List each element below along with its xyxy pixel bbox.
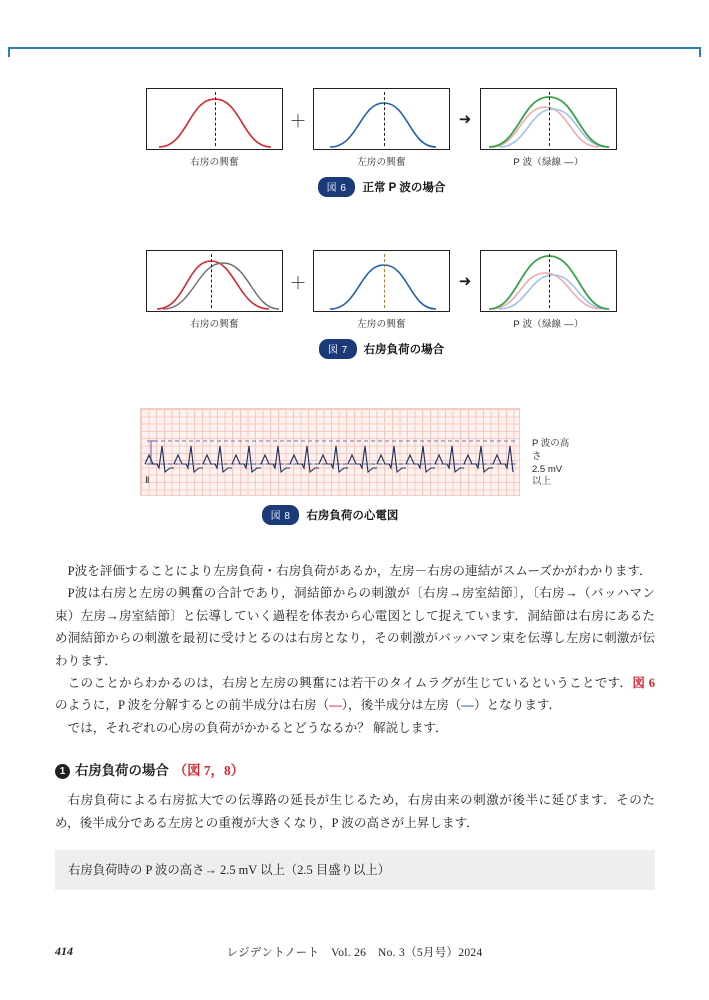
figure-7-panel-p-wave <box>480 250 617 330</box>
left-atrium-color-swatch: ― <box>461 698 474 713</box>
figure-6-panel-p-wave <box>480 88 617 168</box>
plus-operator-icon: ＋ <box>289 273 307 293</box>
figure-7-label <box>146 339 617 359</box>
inline-figure-reference-6: 図 6 <box>632 676 655 691</box>
section-figure-reference: （図 7，8） <box>173 763 245 779</box>
right-atrium-color-swatch: ― <box>329 698 342 713</box>
peak-dashed-line <box>549 254 550 308</box>
peak-dashed-line <box>384 254 385 308</box>
figure-6-panels <box>146 88 617 168</box>
figure-6-caption-p-wave: P 波（緑線 ―） <box>513 157 584 168</box>
figure-6-title: 正常 P 波の場合 <box>362 182 446 194</box>
figure-6-badge: 図 6 <box>318 177 356 197</box>
plus-operator-icon: ＋ <box>289 111 307 131</box>
figure-8 <box>140 408 570 525</box>
figure-8-title: 右房負荷の心電図 <box>306 510 399 522</box>
figure-7-plot-left-atrium <box>313 250 450 312</box>
figure-7-caption-right-atrium: 右房の興奮 <box>190 319 239 330</box>
figure-7-caption-left-atrium: 左房の興奮 <box>357 319 406 330</box>
arrow-operator-icon: ➜ <box>458 273 472 290</box>
figure-7-caption-p-wave: P 波（緑線 ―） <box>513 319 584 330</box>
paragraph-3 <box>55 672 655 717</box>
figure-7 <box>146 250 617 359</box>
header-rule-left-tick <box>8 47 10 57</box>
figure-7-panels <box>146 250 617 330</box>
figure-7-panel-right-atrium <box>146 250 283 330</box>
peak-dashed-line <box>549 92 550 146</box>
figure-8-ecg-strip <box>140 408 520 496</box>
page-number: 414 <box>55 944 73 958</box>
figure-8-annotation <box>532 438 570 489</box>
paragraph-1: P波を評価することにより左房負荷・右房負荷があるか，左房－右房の連結がスムーズかがわかります． <box>67 564 652 578</box>
ecg-trace <box>141 409 520 496</box>
arrow-operator-icon: ➜ <box>458 111 472 128</box>
figure-6-plot-p-wave <box>480 88 617 150</box>
peak-dashed-line <box>215 92 216 146</box>
figure-8-badge: 図 8 <box>262 505 300 525</box>
figure-7-title: 右房負荷の場合 <box>363 344 445 356</box>
ecg-lead-label: Ⅱ <box>145 475 150 485</box>
running-head: レジデントノート Vol. 26 No. 3（5月号）2024 <box>226 947 483 959</box>
section-number-badge: 1 <box>55 764 70 779</box>
paragraph-3-part-c: ），後半成分は左房（ <box>341 698 462 713</box>
callout-box: 右房負荷時の P 波の高さ→ 2.5 mV 以上（2.5 目盛り以上） <box>55 850 655 890</box>
paragraph-5: 右房負荷による右房拡大での伝導路の延長が生じるため，右房由来の刺激が後半に延びます．そのため，後半成分である左房との重複が大きくなり，P 波の高さが上昇します． <box>55 793 655 830</box>
figure-7-plot-right-atrium <box>146 250 283 312</box>
figure-7-panel-left-atrium <box>313 250 450 330</box>
figure-6-caption-right-atrium: 右房の興奮 <box>190 157 239 168</box>
paragraph-2: P波は右房と左房の興奮の合計であり，洞結節からの刺激が〔右房→房室結節〕，〔右房→（バッハマン束）左房→房室結節〕と伝導していく過程を体表から心電図として捉えています．洞結節は右房にあるため洞結節からの刺激を最初に受けとるのは右房となり，その刺激がバッハマン束を伝導し左房に刺激が伝わります． <box>55 586 655 668</box>
header-rule-right-tick <box>699 47 701 57</box>
figure-8-annotation-line2: 2.5 mV 以上 <box>532 463 563 488</box>
paragraph-3-part-b: のように，P 波を分解するとの前半成分は右房（ <box>55 698 330 713</box>
section-heading <box>55 759 655 783</box>
page-footer <box>0 944 709 960</box>
peak-dashed-line <box>211 254 212 308</box>
figure-6-label <box>146 177 617 197</box>
paragraph-3-part-a: このことからわかるのは，右房と左房の興奮には若干のタイムラグが生じているということです． <box>67 676 633 691</box>
section-title: 右房負荷の場合 <box>75 763 169 779</box>
bell-curve-blue <box>314 251 450 312</box>
figure-6-panel-left-atrium <box>313 88 450 168</box>
figure-6-plot-right-atrium <box>146 88 283 150</box>
bell-curve-blue <box>314 89 450 150</box>
figure-6-panel-right-atrium <box>146 88 283 168</box>
figure-7-plot-p-wave <box>480 250 617 312</box>
figure-6 <box>146 88 617 197</box>
figure-7-badge: 図 7 <box>319 339 357 359</box>
paragraph-3-part-d: ）となります． <box>473 698 562 713</box>
bell-curve-red-widened <box>147 251 283 312</box>
figure-8-label <box>140 505 520 525</box>
figure-6-caption-left-atrium: 左房の興奮 <box>357 157 406 168</box>
body-text <box>55 560 655 890</box>
header-rule <box>8 47 701 49</box>
paragraph-4: では，それぞれの心房の負荷がかかるとどうなるか？ 解説します． <box>67 720 448 735</box>
peak-dashed-line <box>384 92 385 146</box>
figure-6-plot-left-atrium <box>313 88 450 150</box>
figure-8-annotation-line1: P 波の高さ <box>532 438 570 462</box>
